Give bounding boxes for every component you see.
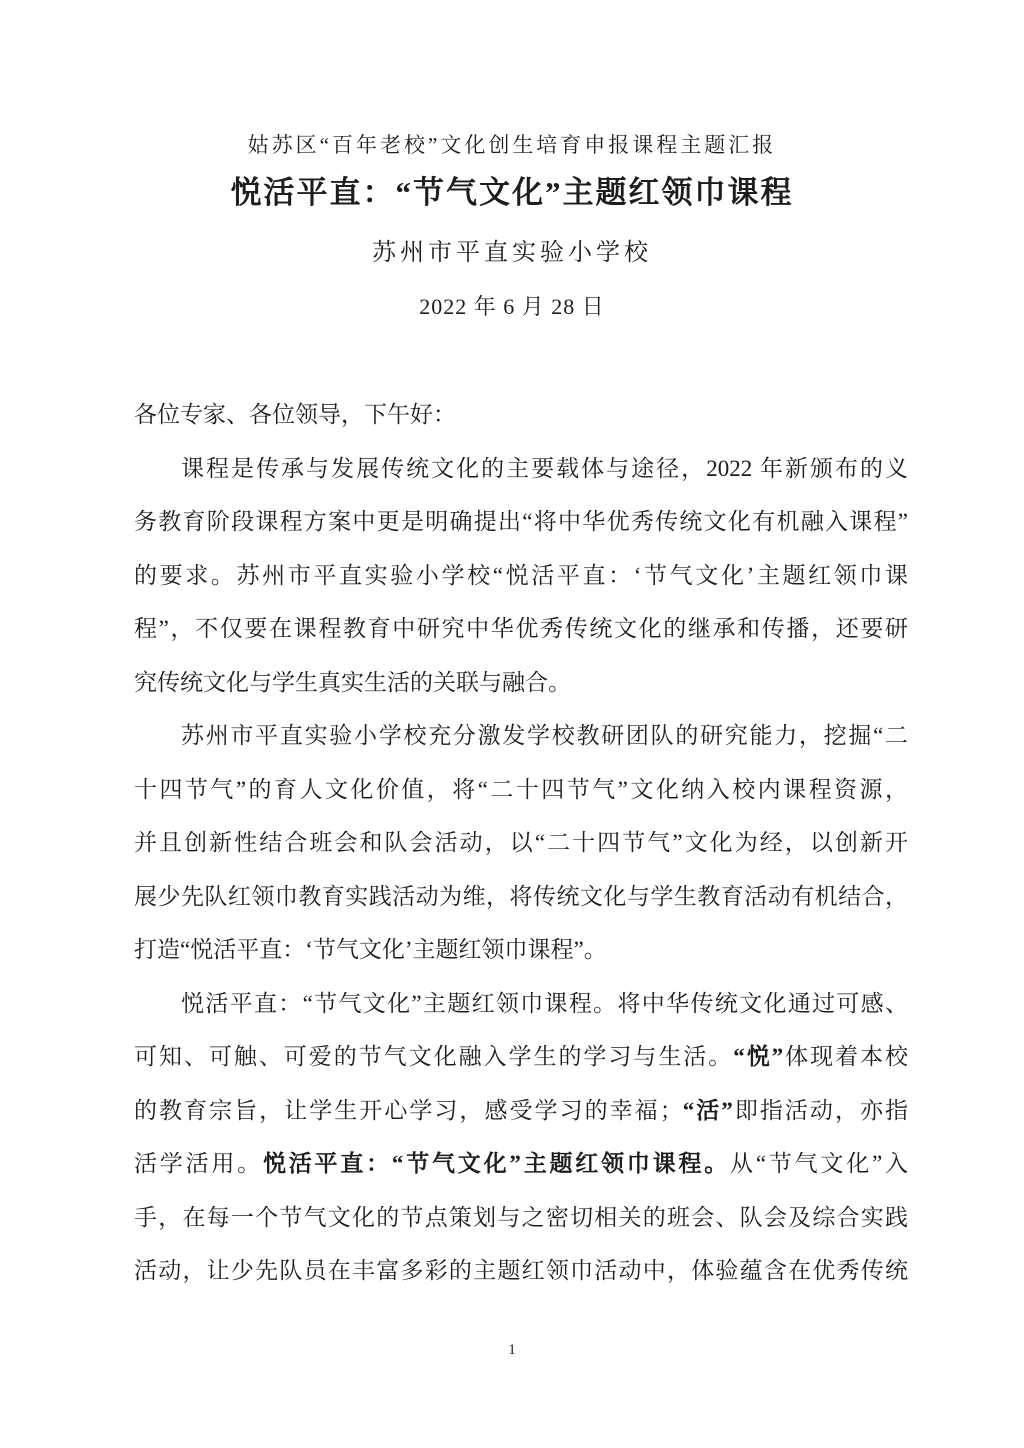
text-run: 务教育阶段课程方案中更是明确提出“将中华优秀传统文化有机融入课程”	[134, 509, 908, 534]
text-run: 十四节气”的育人文化价值，将“二十四节气”文化纳入校内课程资源，	[134, 776, 908, 802]
text-run: 体现着本校	[783, 1044, 908, 1069]
text-run: 的要求。苏州市平直实验小学校“悦活平直：‘节气文化’主题红领巾课	[134, 562, 908, 588]
document-header	[0, 0, 1024, 319]
text-run: 悦活平直：“节气文化”主题红领巾课程。将中华传统文化通过可感、	[181, 990, 908, 1016]
text-run: 展少先队红领巾教育实践活动为维，将传统文化与学生教育活动有机结合，	[134, 883, 908, 909]
main-title: 悦活平直：“节气文化”主题红领巾课程	[230, 175, 794, 210]
text-run: 活学活用。	[134, 1151, 263, 1176]
text-run: 手，在每一个节气文化的节点策划与之密切相关的班会、队会及综合实践	[134, 1204, 908, 1230]
report-date: 2022 年 6 月 28 日	[419, 294, 605, 319]
text-run: 程”，不仅要在课程教育中研究中华优秀传统文化的继承和传播，还要研	[134, 616, 908, 641]
bold-text-run: “悦”	[733, 1044, 784, 1069]
body-line	[134, 977, 908, 1031]
page-number: 1	[508, 1341, 516, 1358]
body-line	[134, 442, 908, 496]
text-run: 活动，让少先队员在丰富多彩的主题红领巾活动中，体验蕴含在优秀传统	[134, 1258, 908, 1283]
body-line	[134, 1137, 908, 1191]
bold-text-run: “活”	[682, 1097, 733, 1123]
report-title: 姑苏区“百年老校”文化创生培育申报课程主题汇报	[247, 133, 777, 157]
body-line	[134, 1030, 908, 1084]
document-body	[134, 388, 908, 1298]
body-line	[134, 1244, 908, 1298]
bold-text-run: 悦活平直：“节气文化”主题红领巾课程。	[262, 1151, 731, 1176]
school-name: 苏州市平直实验小学校	[372, 240, 652, 266]
body-line	[134, 923, 908, 977]
text-run: 打造“悦活平直：‘节气文化’主题红领巾课程”。	[134, 937, 607, 962]
body-line	[134, 602, 908, 656]
body-line	[134, 495, 908, 549]
body-line	[134, 1191, 908, 1245]
text-run: 可知、可触、可爱的节气文化融入学生的学习与生活。	[134, 1044, 734, 1069]
text-run: 苏州市平直实验小学校充分激发学校教研团队的研究能力，挖掘“二	[181, 723, 908, 748]
body-line	[134, 549, 908, 603]
text-run: 课程是传承与发展传统文化的主要载体与途径，2022 年新颁布的义	[181, 455, 908, 481]
body-line	[134, 870, 908, 924]
text-run: 究传统文化与学生真实生活的关联与融合。	[134, 669, 571, 695]
page-footer	[0, 1341, 1024, 1359]
body-line	[134, 763, 908, 817]
body-line	[134, 709, 908, 763]
text-run: 即指活动，亦指	[732, 1097, 908, 1123]
body-line	[134, 388, 908, 442]
text-run: 从“节气文化”入	[730, 1151, 908, 1176]
text-run: 的教育宗旨，让学生开心学习，感受学习的幸福；	[134, 1097, 683, 1123]
text-run: 并且创新性结合班会和队会活动，以“二十四节气”文化为经，以创新开	[134, 830, 908, 855]
text-run: 各位专家、各位领导，下午好：	[134, 402, 456, 427]
body-line	[134, 1084, 908, 1138]
body-line	[134, 816, 908, 870]
body-line	[134, 656, 908, 710]
